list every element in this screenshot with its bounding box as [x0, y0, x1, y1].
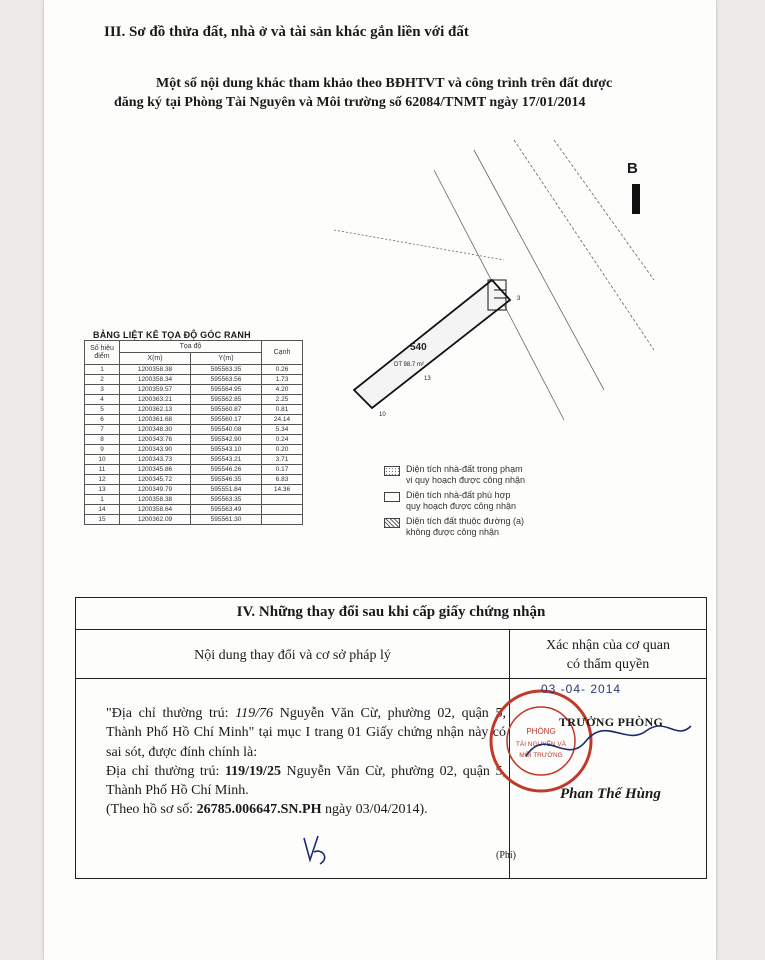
table-cell — [262, 515, 303, 525]
table-cell — [262, 505, 303, 515]
text-run: Địa chỉ thường trú: — [106, 763, 225, 779]
table-cell: 1200358.34 — [120, 375, 191, 385]
table-cell: 1200345.72 — [120, 475, 191, 485]
table-cell: 1200363.21 — [120, 395, 191, 405]
table-cell: 0.20 — [262, 445, 303, 455]
table-cell: 595542.90 — [191, 435, 262, 445]
dossier-number: 26785.006647.SN.PH — [196, 802, 322, 818]
section4-title: IV. Những thay đổi sau khi cấp giấy chứng nhận — [236, 604, 546, 620]
parcel-map — [274, 140, 654, 440]
table-cell: 0.24 — [262, 435, 303, 445]
table-row — [85, 365, 303, 375]
text-run: Nguyễn Văn Cừ, phường 02, quận 5, Thành Phố Hồ Chí Minh. — [106, 763, 506, 799]
table-row — [85, 505, 303, 515]
table-cell: 595543.10 — [191, 445, 262, 455]
table-cell: 14 — [85, 505, 120, 515]
table-cell: 12 — [85, 475, 120, 485]
authority-header-line1: Xác nhận của cơ quan — [545, 638, 670, 653]
signer-title: TRƯỞNG PHÒNG — [559, 715, 664, 729]
table-cell — [262, 495, 303, 505]
table-cell: 1200343.76 — [120, 435, 191, 445]
svg-text:TÀI NGUYÊN VÀ: TÀI NGUYÊN VÀ — [515, 741, 567, 748]
table-cell: 10 — [85, 455, 120, 465]
authority-column-header — [510, 636, 706, 674]
legend-item-conforming — [380, 490, 525, 512]
text-run: Nguyễn Văn Cừ, phường 02, quận 5, Thành Phố Hồ Chí Minh" tại mục I trang 01 Giấy chứng nhận này có sai sót, được đính chính là: — [106, 706, 507, 760]
certificate-page — [44, 0, 716, 960]
table-cell: 5 — [85, 405, 120, 415]
table-row — [85, 475, 303, 485]
table-cell: 3 — [85, 385, 120, 395]
table-row — [85, 495, 303, 505]
table-cell: 4.20 — [262, 385, 303, 395]
table-cell: 1 — [85, 365, 120, 375]
table-cell: 595540.08 — [191, 425, 262, 435]
table-cell: 595563.56 — [191, 375, 262, 385]
table-row — [85, 465, 303, 475]
table-cell: 1200358.38 — [120, 365, 191, 375]
table-cell: 1200361.68 — [120, 415, 191, 425]
parcel-outline — [354, 280, 510, 408]
header-coords: Tọa độ — [120, 341, 262, 353]
table-cell: 2 — [85, 375, 120, 385]
coord-table-title: BẢNG LIỆT KÊ TỌA ĐỘ GÓC RANH — [93, 330, 251, 340]
header-edge: Cạnh — [262, 341, 303, 365]
table-cell: 4 — [85, 395, 120, 405]
table-cell: 6 — [85, 415, 120, 425]
table-cell: 1200343.73 — [120, 455, 191, 465]
table-cell: 24.14 — [262, 415, 303, 425]
table-cell: 595546.26 — [191, 465, 262, 475]
table-cell: 595546.35 — [191, 475, 262, 485]
text-run: ngày 03/04/2014). — [321, 802, 428, 818]
fee-note: (Phí) — [496, 850, 516, 861]
table-cell: 7 — [85, 425, 120, 435]
table-cell: 13 — [85, 485, 120, 495]
table-cell: 595543.21 — [191, 455, 262, 465]
initials-mark-icon — [296, 830, 336, 870]
table-row — [85, 395, 303, 405]
table-cell: 3.71 — [262, 455, 303, 465]
table-cell: 595564.95 — [191, 385, 262, 395]
table-cell: 1200359.57 — [120, 385, 191, 395]
changes-section — [75, 597, 707, 879]
header-y: Y(m) — [191, 353, 262, 365]
parcel-number: 540 — [410, 342, 427, 353]
table-row — [85, 385, 303, 395]
new-address-number: 119/19/25 — [224, 763, 281, 779]
table-cell: 15 — [85, 515, 120, 525]
signer-name: Phan Thế Hùng — [560, 786, 661, 802]
table-row — [85, 425, 303, 435]
table-row — [85, 415, 303, 425]
table-cell: 595551.84 — [191, 485, 262, 495]
svg-text:MÔI TRƯỜNG: MÔI TRƯỜNG — [519, 752, 563, 759]
confirmation-date: 03 -04- 2014 — [541, 682, 622, 696]
table-cell: 0.26 — [262, 365, 303, 375]
changes-column-header: Nội dung thay đổi và cơ sở pháp lý — [194, 648, 391, 663]
table-cell: 595562.85 — [191, 395, 262, 405]
table-row — [85, 515, 303, 525]
authority-header-line2: có thẩm quyền — [566, 657, 650, 672]
table-row — [85, 445, 303, 455]
table-cell: 1 — [85, 495, 120, 505]
header-point: Số hiệu điểm — [85, 341, 120, 365]
legend-text: quy hoạch được công nhận — [406, 501, 517, 511]
table-row — [85, 485, 303, 495]
legend-text: Diện tích nhà-đất trong phạm — [406, 464, 523, 474]
dotted-swatch-icon — [384, 466, 400, 476]
signature-icon — [516, 716, 696, 776]
legend-text: không được công nhận — [406, 527, 499, 537]
table-cell: 595560.87 — [191, 405, 262, 415]
map-legend — [380, 464, 525, 542]
point-label-10: 10 — [379, 412, 386, 418]
header-x: X(m) — [120, 353, 191, 365]
table-cell: 1200358.64 — [120, 505, 191, 515]
table-cell: 595563.49 — [191, 505, 262, 515]
legend-item-in-plan — [380, 464, 525, 486]
old-address-number: 119/76 — [235, 706, 274, 721]
table-cell: 0.81 — [262, 405, 303, 415]
divider — [76, 629, 706, 630]
table-cell: 595560.17 — [191, 415, 262, 425]
table-cell: 6.83 — [262, 475, 303, 485]
text-run: "Địa chỉ thường trú: — [106, 706, 236, 721]
hatched-swatch-icon — [384, 518, 400, 528]
section3-title: III. Sơ đồ thửa đất, nhà ở và tài sản khác gắn liền với đất — [104, 24, 469, 40]
table-cell: 5.34 — [262, 425, 303, 435]
table-row — [85, 455, 303, 465]
table-row — [85, 405, 303, 415]
coord-table — [84, 340, 303, 525]
table-cell: 595561.30 — [191, 515, 262, 525]
table-cell: 2.25 — [262, 395, 303, 405]
table-cell: 9 — [85, 445, 120, 455]
point-label-3: 3 — [517, 296, 521, 302]
table-cell: 14.36 — [262, 485, 303, 495]
table-cell: 11 — [85, 465, 120, 475]
table-cell: 1.73 — [262, 375, 303, 385]
table-row — [85, 375, 303, 385]
table-cell: 0.17 — [262, 465, 303, 475]
table-cell: 595563.35 — [191, 365, 262, 375]
reference-note-line2: đăng ký tại Phòng Tài Nguyên và Môi trường số 62084/TNMT ngày 17/01/2014 — [114, 95, 586, 110]
table-cell: 1200349.79 — [120, 485, 191, 495]
table-cell: 1200343.90 — [120, 445, 191, 455]
change-description — [106, 704, 506, 820]
table-cell: 595563.35 — [191, 495, 262, 505]
text-run: (Theo hồ sơ số: — [106, 802, 197, 818]
legend-text: Diện tích đất thuộc đường (a) — [406, 516, 524, 526]
reference-note-line1: Một số nội dung khác tham khảo theo BĐHTVT và công trình trên đất được — [156, 76, 613, 91]
svg-text:PHÒNG: PHÒNG — [526, 727, 556, 736]
table-row — [85, 435, 303, 445]
legend-item-road — [380, 516, 525, 538]
legend-text: vi quy hoạch được công nhận — [406, 475, 526, 485]
table-cell: 1200345.86 — [120, 465, 191, 475]
table-cell: 8 — [85, 435, 120, 445]
north-arrow-label: B — [627, 160, 638, 177]
blank-swatch-icon — [384, 492, 400, 502]
legend-text: Diện tích nhà-đất phù hợp — [406, 490, 511, 500]
point-label-13: 13 — [424, 376, 431, 382]
parcel-area: DT 98.7 m² — [394, 362, 424, 368]
table-cell: 1200362.09 — [120, 515, 191, 525]
table-cell: 1200358.38 — [120, 495, 191, 505]
divider — [76, 678, 706, 679]
table-cell: 1200362.13 — [120, 405, 191, 415]
table-cell: 1200348.30 — [120, 425, 191, 435]
